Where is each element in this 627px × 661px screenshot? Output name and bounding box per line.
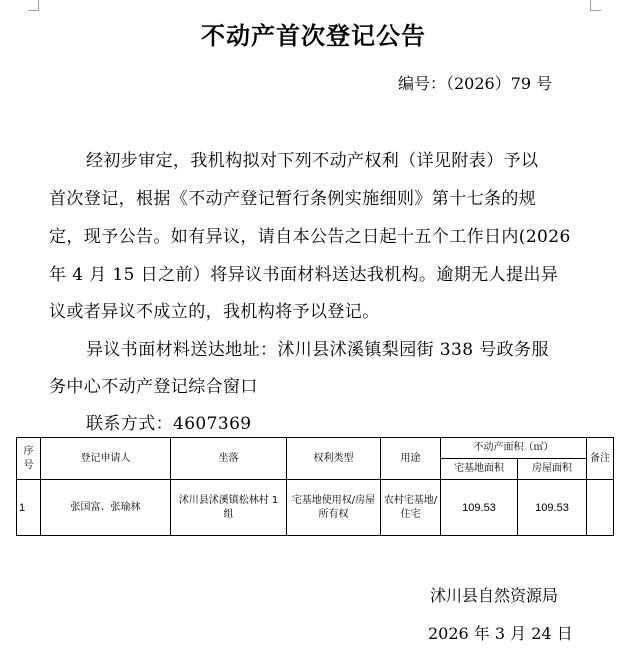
cell-right-type: 宅基地使用权/房屋所有权: [287, 480, 381, 536]
contact-line: 联系方式：4607369: [86, 414, 252, 434]
registration-table: [16, 437, 614, 536]
body-line: 年 4 月 15 日之前）将异议书面材料送达我机构。逾期无人提出异: [49, 265, 559, 285]
cell-house-area: 109.53: [518, 480, 587, 536]
header-usage: 用途: [381, 438, 441, 480]
body-line: 首次登记，根据《不动产登记暂行条例实施细则》第十七条的规: [49, 189, 537, 209]
cell-applicant: 张国富、张瑜林: [41, 480, 171, 536]
header-area-group: 不动产面积（㎡）: [441, 438, 587, 459]
address-line: 务中心不动产登记综合窗口: [49, 377, 258, 397]
body-line: 议或者异议不成立的，我机构将予以登记。: [49, 302, 380, 322]
header-location: 坐落: [171, 438, 287, 480]
header-right-type: 权利类型: [287, 438, 381, 480]
page-corner-mark-right: [590, 0, 601, 11]
body-line: 定，现予公告。如有异议，请自本公告之日起十五个工作日内(2026: [49, 227, 571, 247]
header-house-area: 房屋面积: [518, 459, 587, 480]
issue-date: 2026 年 3 月 24 日: [428, 624, 573, 643]
table-row: [17, 480, 614, 536]
body-line: 经初步审定，我机构拟对下列不动产权利（详见附表）予以: [86, 151, 539, 171]
document-number: 编号：（2026）79 号: [398, 74, 553, 93]
address-line: 异议书面材料送达地址：沭川县沭溪镇梨园街 338 号政务服: [86, 340, 549, 360]
cell-location: 沭川县沭溪镇松林村 1 组: [171, 480, 287, 536]
header-applicant: 登记申请人: [41, 438, 171, 480]
header-remark: 备注: [587, 438, 614, 480]
issuing-agency: 沭川县自然资源局: [430, 586, 559, 605]
document-title: 不动产首次登记公告: [201, 21, 426, 50]
cell-remark: [587, 480, 614, 536]
page-corner-mark-left: [28, 0, 39, 11]
header-land-area: 宅基地面积: [441, 459, 518, 480]
header-seq: 序号: [17, 438, 41, 480]
cell-seq: 1: [17, 480, 41, 536]
cell-usage: 农村宅基地/住宅: [381, 480, 441, 536]
cell-land-area: 109.53: [441, 480, 518, 536]
